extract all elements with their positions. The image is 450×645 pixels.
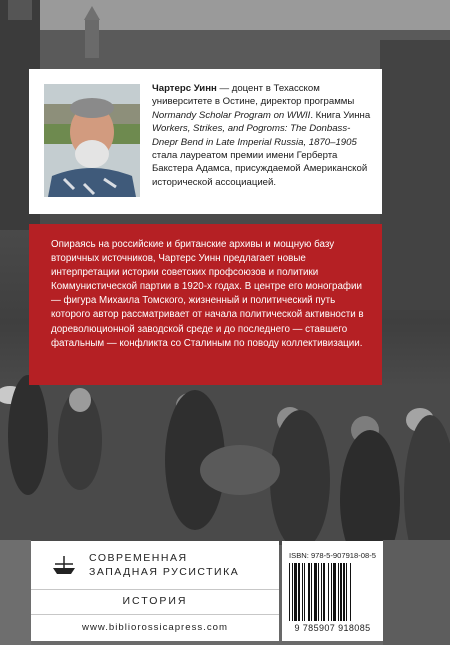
bio-text-segment: стала лауреатом премии имени Герберта Бакстера Адамса, присуждаемой Американской исторической ассоциацией.	[152, 150, 368, 188]
author-bio-panel	[29, 69, 382, 214]
author-bio-text	[152, 82, 374, 189]
series-name-line2: ЗАПАДНАЯ РУСИСТИКА	[89, 566, 240, 578]
publisher-website: www.bibliorossicapress.com	[82, 622, 228, 633]
book-title: Workers, Strikes, and Pogroms: The Donbass-Dnepr Bend in Late Imperial Russia, 1870–1905	[152, 123, 357, 148]
author-photo	[44, 84, 140, 197]
series-name	[89, 551, 239, 579]
program-name: Normandy Scholar Program on WWII	[152, 109, 311, 121]
series-title-row	[31, 541, 279, 590]
annotation-paragraph: Опираясь на российские и британские архивы и мощную базу вторичных источников, Чартерс Уинн предлагает новые интерпретации истории советских профсоюзов и политики Коммунистической партии в 1920-х годах. В центре его монографии — фигура Михаила Томского, жизненный и политический путь которого автор рассматривает от начала политической активности в дореволюционной заводской среде и до последнего — ставшего фатальным — конфликта со Сталиным по поводу коллективизации.	[51, 239, 364, 349]
bio-text-segment: . Книга Уинна	[310, 109, 371, 121]
series-name-line1: СОВРЕМЕННАЯ	[89, 552, 188, 564]
series-panel	[31, 541, 279, 641]
series-category: ИСТОРИЯ	[31, 589, 279, 615]
boat-logo-icon	[51, 554, 77, 576]
annotation-panel	[29, 224, 382, 385]
bio-text-segment: — доцент в Техасском университете в Остине, директор программы	[152, 83, 355, 108]
barcode-panel	[282, 541, 383, 641]
author-name: Чартерс Уинн	[152, 83, 217, 94]
barcode-digits: 9 785907 918085	[294, 623, 371, 633]
isbn-label: ISBN: 978-5-907918-08-5	[289, 551, 376, 560]
barcode-graphic	[288, 563, 377, 621]
annotation-text	[51, 238, 366, 351]
